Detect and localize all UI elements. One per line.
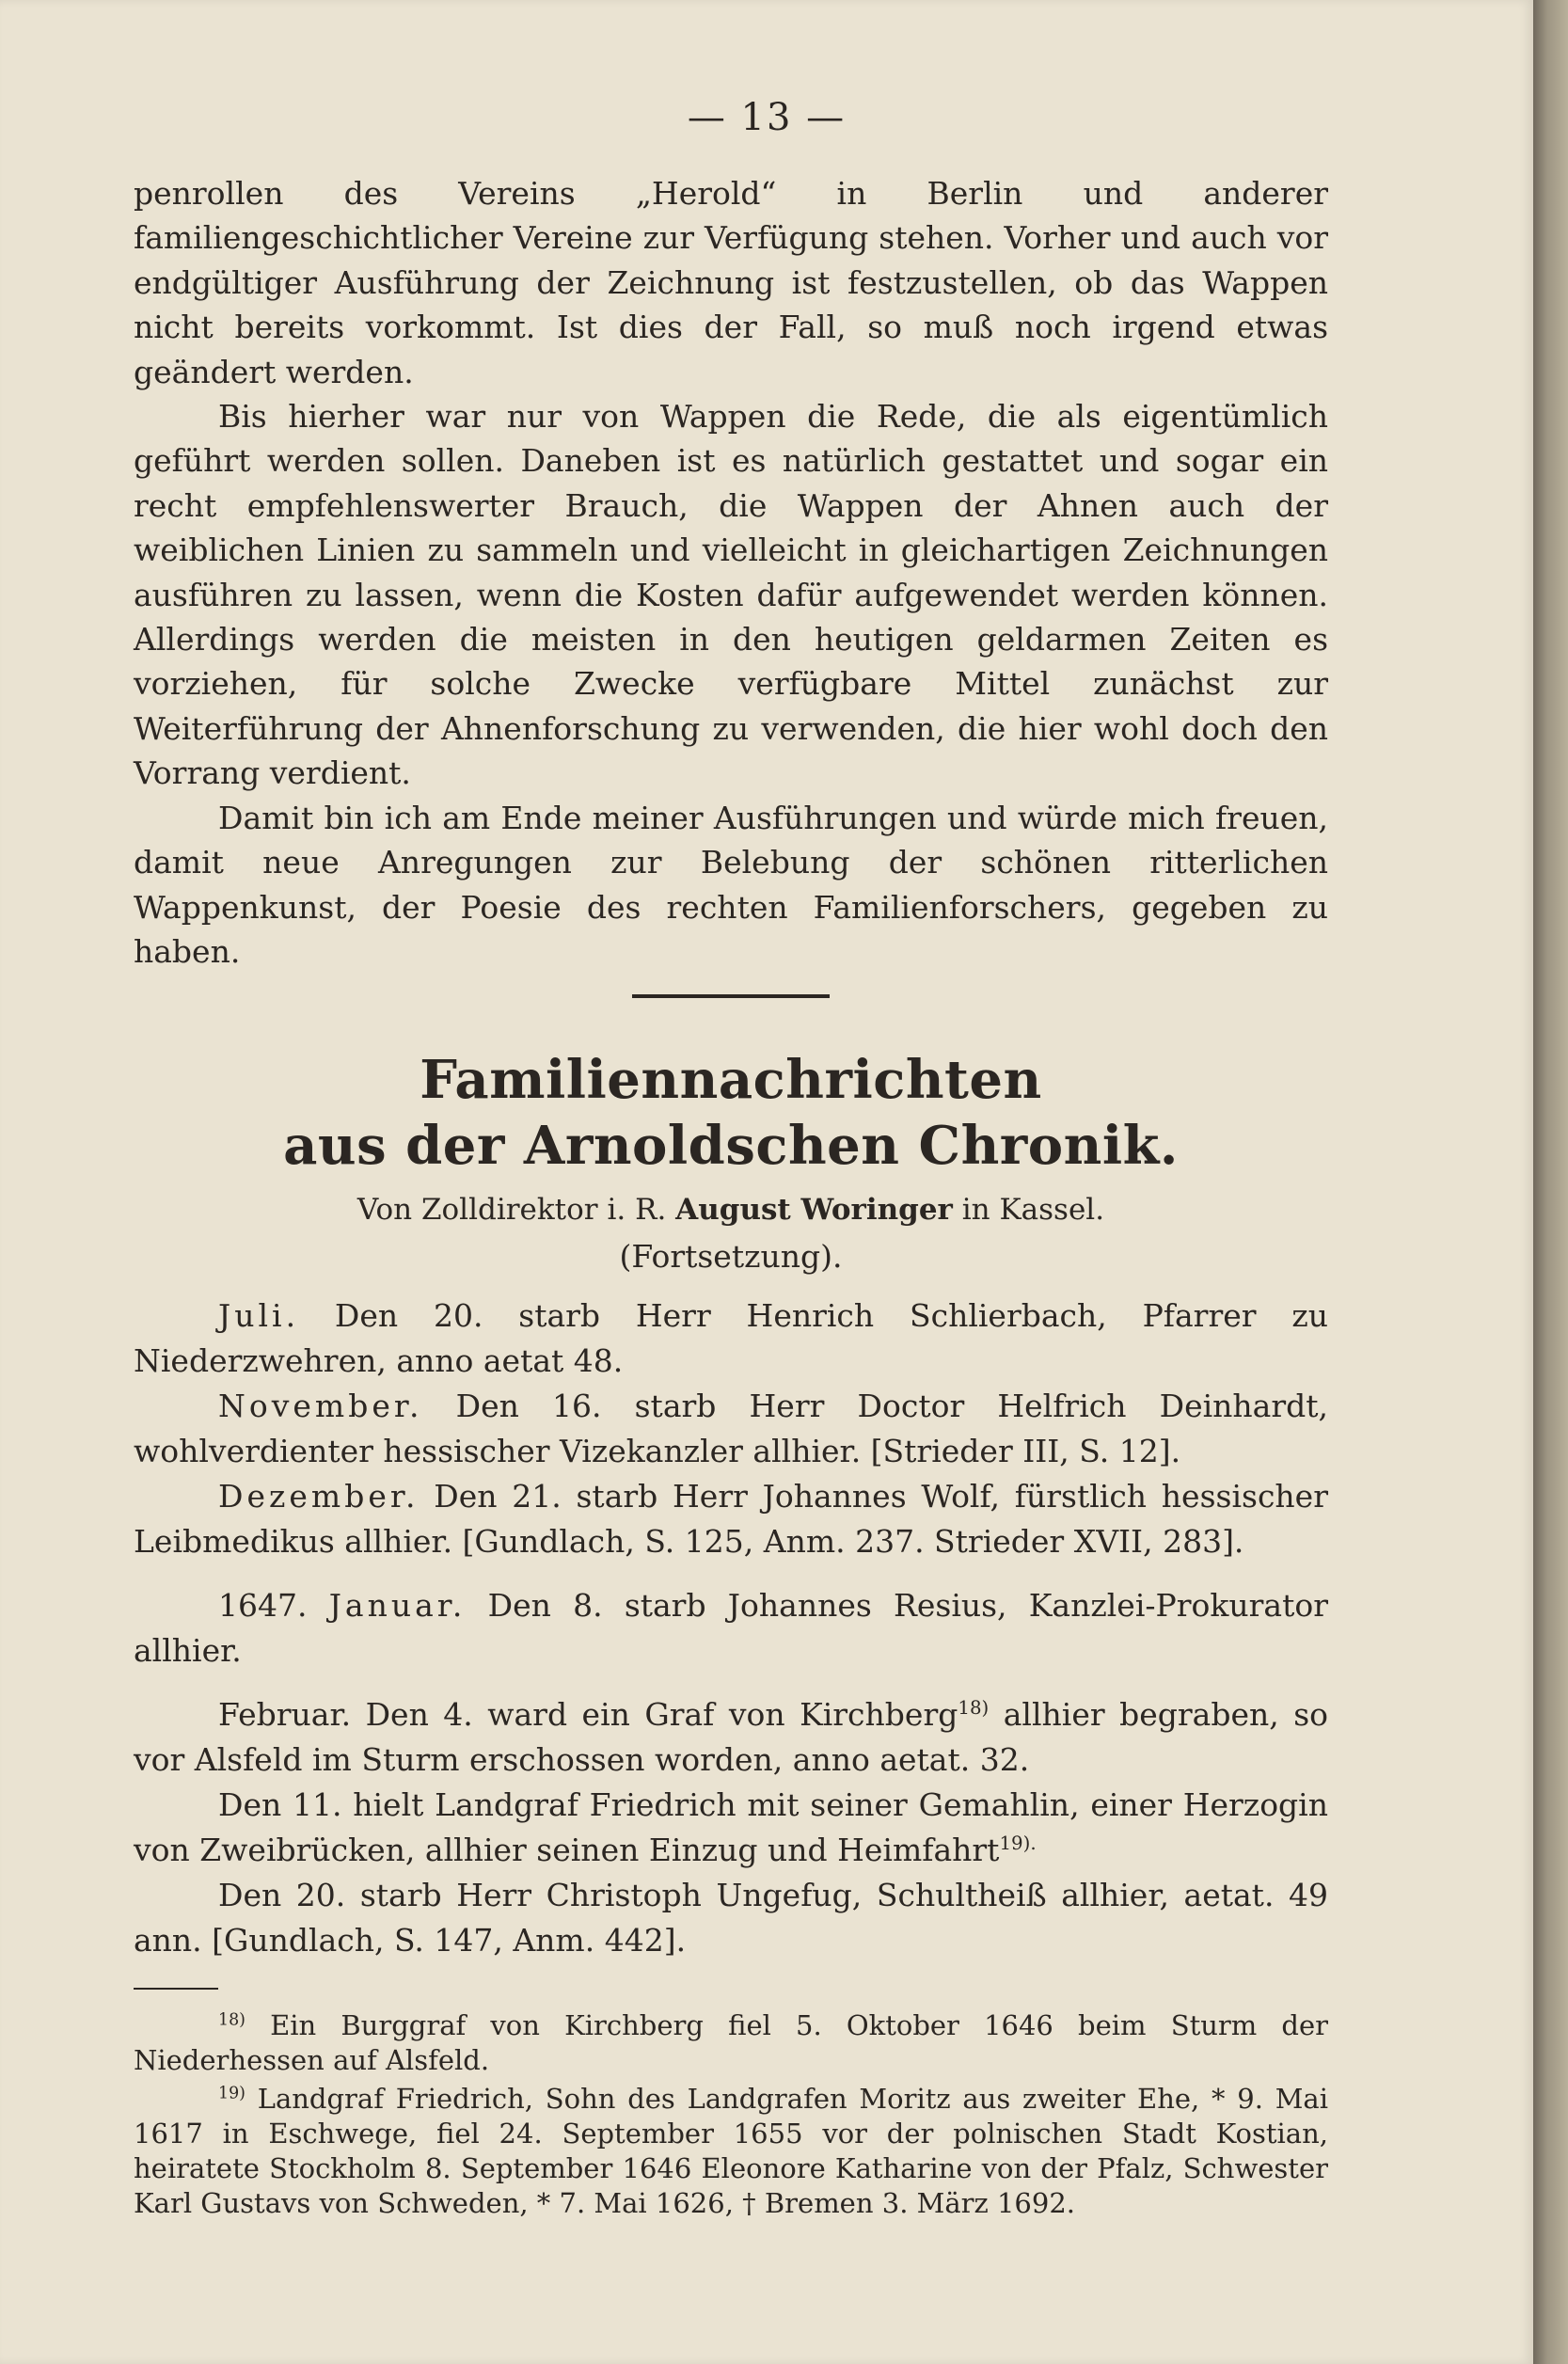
entry-month: Juli. xyxy=(218,1297,300,1335)
byline xyxy=(134,1186,1328,1233)
page-edge xyxy=(1533,0,1568,2364)
footnote-mark: 18) xyxy=(218,2010,245,2030)
section-title-line-2: aus der Arnoldschen Chronik. xyxy=(283,1115,1179,1178)
entry-dezember xyxy=(134,1474,1328,1564)
entry-januar xyxy=(134,1583,1328,1674)
byline-prefix: Von Zolldirektor i. R. xyxy=(356,1193,667,1228)
footnote-ref-18: 18) xyxy=(958,1697,990,1720)
paragraph-1: penrollen des Vereins „Herold“ in Berlin und anderer familiengeschichtlicher Vereine zur Verfügung stehen. Vorher und auch vor endgültiger Ausführung der Zeichnung ist festzustellen, ob das Wappen nicht bereits vorkommt. Ist dies der Fall, so muß noch irgend etwas geändert werden. xyxy=(134,175,1328,390)
entry-text: Den 20. starb Herr Christoph Ungefug, Schultheiß allhier, aetat. 49 ann. [Gundlach, S. 147, Anm. 442]. xyxy=(134,1877,1328,1959)
footnote-mark: 19) xyxy=(218,2084,245,2103)
footnote-divider xyxy=(134,1988,218,1990)
entry-november xyxy=(134,1384,1328,1474)
section-divider xyxy=(632,994,830,998)
byline-author: August Woringer xyxy=(675,1193,953,1228)
byline-suffix: in Kassel. xyxy=(961,1193,1105,1228)
entry-text: Den 4. ward ein Graf von Kirchberg xyxy=(365,1696,958,1734)
entry-februar xyxy=(134,1692,1328,1783)
entry-year: 1647. xyxy=(218,1587,308,1625)
footnote-ref-19: 19). xyxy=(999,1832,1037,1855)
entry-text: Den 8. starb Johannes Resius, Kanzlei-Prokurator allhier. xyxy=(134,1587,1328,1670)
section-title-line-1: Familiennachrichten xyxy=(420,1049,1042,1112)
chronicle-entries xyxy=(134,1293,1328,1963)
paragraph-3: Damit bin ich am Ende meiner Ausführungen und würde mich freuen, damit neue Anregungen zur Belebung der schönen ritterlichen Wappenkunst, der Poesie des rechten Familienforschers, gegeben zu haben. xyxy=(134,799,1328,970)
footnote-19 xyxy=(134,2082,1328,2221)
footnotes xyxy=(134,2008,1328,2221)
entry-month: Dezember. xyxy=(218,1478,420,1515)
entry-text: Den 20. starb Herr Henrich Schlierbach, Pfarrer zu Niederzwehren, anno aetat 48. xyxy=(134,1297,1328,1380)
entry-text: allhier begraben, so vor Alsfeld im Sturm erschossen worden, anno aetat. 32. xyxy=(134,1696,1328,1779)
entry-month: November. xyxy=(218,1388,423,1425)
entry-month: Januar. xyxy=(328,1587,467,1625)
entry-februar-11 xyxy=(134,1783,1328,1873)
paragraph-2: Bis hierher war nur von Wappen die Rede, die als eigentümlich geführt werden sollen. Daneben ist es natürlich gestattet und sogar ein recht empfehlenswerter Brauch, die Wappen der Ahnen auch der weiblichen Linien zu sammeln und vielleicht in gleichartigen Zeichnungen ausführen zu lassen, wenn die Kosten dafür aufgewendet werden können. Allerdings werden die meisten in den heutigen geldarmen Zeiten es vorziehen, für solche Zwecke verfügbare Mittel zunächst zur Weiterführung der Ahnenforschung zu verwenden, die hier wohl doch den Vorrang verdient. xyxy=(134,398,1328,792)
entry-februar-20 xyxy=(134,1873,1328,1963)
entry-text: Den 21. starb Herr Johannes Wolf, fürstlich hessischer Leibmedikus allhier. [Gundlach, S. 125, Anm. 237. Strieder XVII, 283]. xyxy=(134,1478,1328,1561)
footnote-text: Ein Burggraf von Kirchberg fiel 5. Oktober 1646 beim Sturm der Niederhessen auf Alsfeld. xyxy=(134,2009,1329,2077)
footnote-text: Landgraf Friedrich, Sohn des Landgrafen Moritz aus zweiter Ehe, * 9. Mai 1617 in Eschwege, fiel 24. September 1655 vor der polnischen Stadt Kostian, heiratete Stockholm 8. September 1646 Eleonore Katharine von der Pfalz, Schwester Karl Gustavs von Schweden, * 7. Mai 1626, † Bremen 3. März 1692. xyxy=(134,2083,1329,2220)
continuation-note: (Fortsetzung). xyxy=(619,1238,843,1276)
page-body xyxy=(134,171,1328,2221)
page-number: — 13 — xyxy=(687,96,847,139)
footnote-18 xyxy=(134,2008,1328,2078)
entry-month: Februar. xyxy=(218,1696,352,1734)
entry-text: Den 16. starb Herr Doctor Helfrich Deinhardt, wohlverdienter hessischer Vizekanzler allhier. [Strieder III, S. 12]. xyxy=(134,1388,1328,1470)
entry-juli xyxy=(134,1293,1328,1384)
entry-text: Den 11. hielt Landgraf Friedrich mit seiner Gemahlin, einer Herzogin von Zweibrücken, allhier seinen Einzug und Heimfahrt xyxy=(134,1786,1328,1869)
